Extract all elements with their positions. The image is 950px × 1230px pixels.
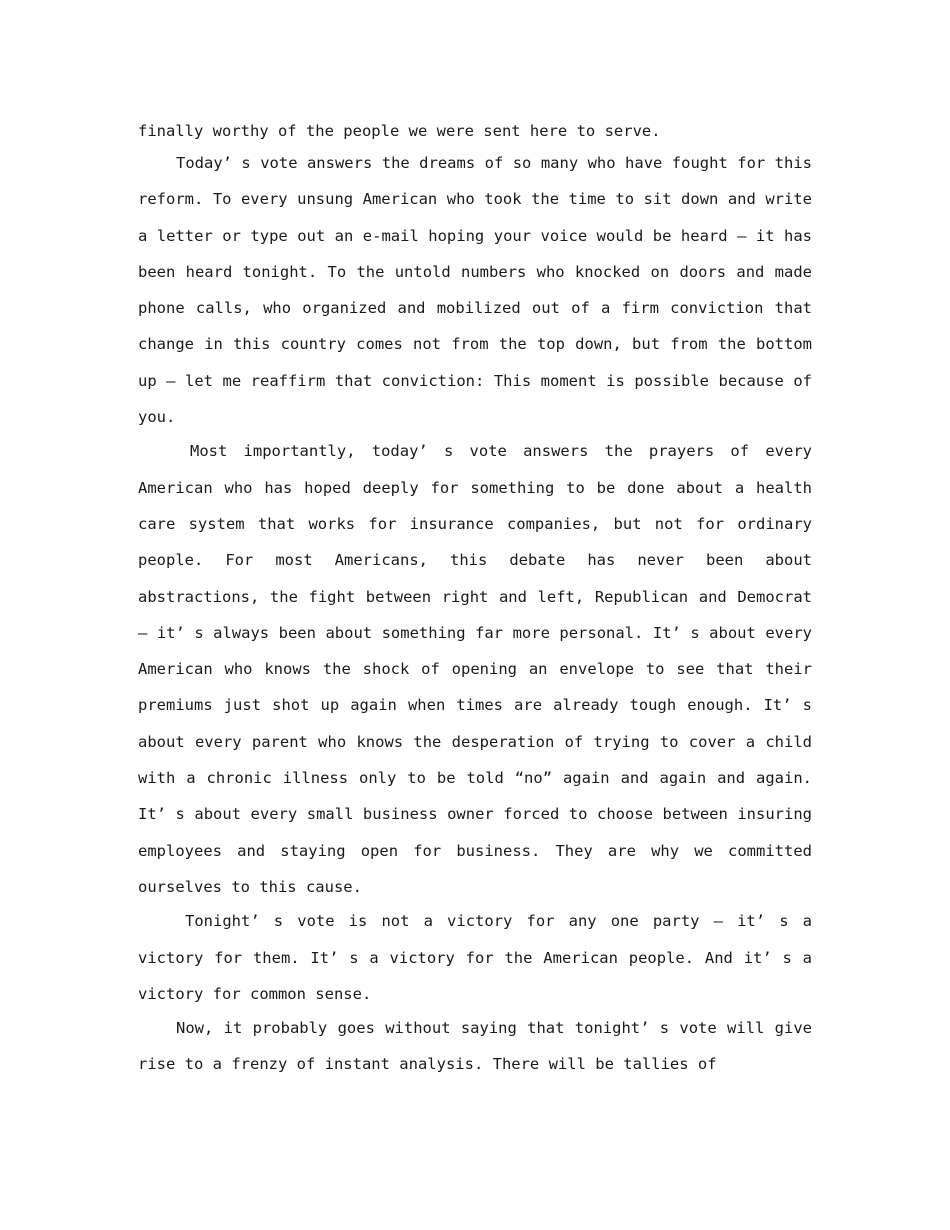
paragraph-analysis: Now, it probably goes without saying that tonight’ s vote will give rise to a frenzy of instant analysis. There will be tallies of — [138, 1019, 812, 1074]
paragraph-prayers: Most importantly, today’ s vote answers the prayers of every American who has hoped deeply for something to be done about a health care system that works for insurance companies, but not for ordinary people. For most Americans, this debate has never been about abstractions, the fight between right and left, Republican and Democrat — it’ s always been about something far more personal. It’ s about every American who knows the shock of opening an envelope to see that their premiums just shot up again when times are already tough enough. It’ s about every parent who knows the desperation of trying to cover a child with a chronic illness only to be told “no” again and again and again. It’ s about every small business owner forced to choose between insuring employees and staying open for business. They are why we committed ourselves to this cause. — [138, 442, 812, 896]
paragraph-victory: Tonight’ s vote is not a victory for any one party — it’ s a victory for them. It’ s a victory for the American people. And it’ s a victory for common sense. — [138, 912, 812, 1003]
paragraph-dreams: Today’ s vote answers the dreams of so many who have fought for this reform. To every unsung American who took the time to sit down and write a letter or type out an e-mail hoping your voice would be heard — it has been heard tonight. To the untold numbers who knocked on doors and made phone calls, who organized and mobilized out of a firm conviction that change in this country comes not from the top down, but from the bottom up — let me reaffirm that conviction: This moment is possible because of you. — [138, 154, 812, 427]
paragraph-continuation: finally worthy of the people we were sent here to serve. — [138, 122, 661, 140]
body-text — [138, 117, 812, 1083]
